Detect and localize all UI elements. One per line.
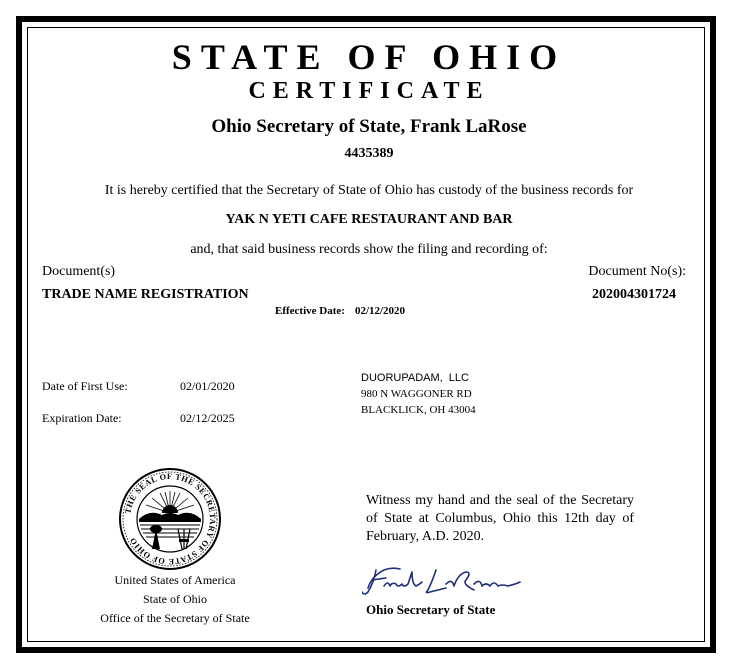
first-use-value: 02/01/2020	[180, 379, 235, 393]
issuing-office	[90, 571, 260, 628]
document-number: 202004301724	[592, 287, 676, 302]
witness-statement: Witness my hand and the seal of the Secretary of State at Columbus, Ohio this 12th day of February, A.D. 2020.	[366, 493, 634, 544]
expiration-value: 02/12/2025	[180, 411, 235, 425]
documents-label: Document(s)	[42, 264, 116, 279]
secretary-line: Ohio Secretary of State, Frank LaRose	[211, 116, 527, 137]
country-line: United States of America	[114, 573, 236, 587]
registrant-name: DUORUPADAM, LLC	[361, 372, 469, 384]
state-line: State of Ohio	[143, 592, 207, 606]
secretary-of-state-seal	[118, 467, 222, 571]
first-use-label: Date of First Use:	[42, 379, 128, 393]
certificate-number: 4435389	[344, 146, 394, 161]
registrant-city: BLACKLICK, OH 43004	[361, 404, 476, 416]
effective-date-label: Effective Date:	[275, 305, 345, 317]
signature-title: Ohio Secretary of State	[366, 602, 496, 617]
effective-date	[275, 305, 405, 317]
effective-date-value: 02/12/2020	[354, 305, 406, 317]
custody-statement: It is hereby certified that the Secretary of State of Ohio has custody of the business records for	[104, 183, 634, 198]
secretary-signature	[362, 562, 522, 598]
state-title: STATE OF OHIO	[171, 37, 567, 77]
office-line: Office of the Secretary of State	[100, 611, 250, 625]
document-type: TRADE NAME REGISTRATION	[42, 287, 249, 302]
registrant-street: 980 N WAGGONER RD	[361, 388, 472, 400]
document-numbers-label: Document No(s):	[588, 264, 686, 279]
expiration-label: Expiration Date:	[42, 411, 122, 425]
certificate-title: CERTIFICATE	[248, 78, 490, 104]
business-name: YAK N YETI CAFE RESTAURANT AND BAR	[225, 212, 513, 227]
svg-text:THE SEAL OF THE SECRETARY OF S: THE SEAL OF THE SECRETARY OF STATE OF OHIO	[123, 471, 218, 567]
registrant-address	[361, 370, 476, 418]
filing-statement: and, that said business records show the filing and recording of:	[190, 242, 548, 257]
